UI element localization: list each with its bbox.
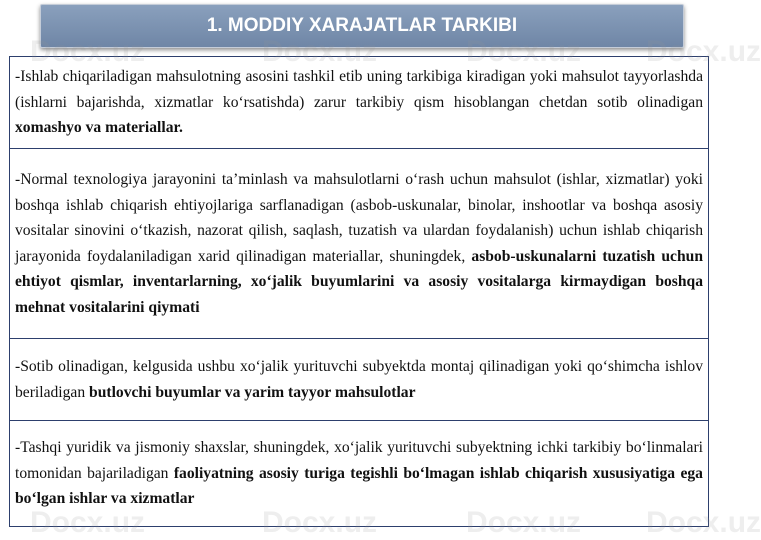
cell-text: -Tashqi yuridik va jismoniy shaxslar, shuningdek, xo‘jalik yurituvchi subyektning ichki tarkibiy bo‘linmalari tomonidan bajariladigan [15, 439, 703, 482]
cell-bold-text: xomashyo va materiallar. [15, 119, 183, 137]
table-row [10, 421, 709, 527]
watermark: Docx.uz [30, 35, 146, 68]
table-cell-auxiliary-materials [10, 149, 709, 339]
cell-bold-text: faoliyatning asosiy turiga tegishli bo‘lmagan ishlab chiqarish xususiyatiga ega bo‘lgan ishlar va xizmatlar [15, 464, 703, 508]
watermark: Docx.uz [466, 35, 582, 68]
table-row [10, 339, 709, 421]
slide-title [40, 4, 684, 48]
table-cell-components [10, 339, 709, 421]
cell-bold-text: butlovchi buyumlar va yarim tayyor mahsulotlar [89, 383, 416, 401]
table-cell-services [10, 421, 709, 527]
cell-text: -Ishlab chiqariladigan mahsulotning asosini tashkil etib uning tarkibiga kiradigan yoki mahsulot tayyorlashda (ishlarni bajarishda, xizmatlar ko‘rsatishda) zarur tarkibiy qism hisoblangan chetdan sotib olinadigan [15, 68, 703, 111]
content-table [9, 56, 709, 527]
table-row [10, 149, 709, 339]
watermark: Docx.uz [262, 35, 378, 68]
table-cell-materials [10, 57, 709, 149]
watermark: Docx.uz [646, 35, 761, 68]
cell-text: -Sotib olinadigan, kelgusida ushbu xo‘jalik yurituvchi subyektda montaj qilinadigan yoki qo‘shimcha ishlov beriladigan [15, 358, 703, 401]
table-row [10, 57, 709, 149]
slide-title-text: 1. MODDIY XARAJATLAR TARKIBI [206, 15, 518, 36]
cell-text: -Normal texnologiya jarayonini ta’minlash va mahsulotlarni o‘rash uchun mahsulot (ishlar, xizmatlar) yoki boshqa ishlab chiqarish ehtiyojlariga sarflanadigan (asbob-uskunalar, binolar, inshootlar va boshqa asosiy vositalar sinovini o‘tkazish, nazorat qilish, saqlash, tuzatish va ulardan foydalanish) uchun ishlab chiqarish jarayonida foydalaniladigan xarid qilinadigan materiallar, shuningdek, [15, 171, 703, 265]
cell-bold-text: asbob-uskunalarni tuzatish uchun ehtiyot qismlar, inventarlarning, xo‘jalik buyumlarini va asosiy vositalarga kirmaydigan boshqa mehnat vositalarini qiymati [15, 247, 703, 316]
